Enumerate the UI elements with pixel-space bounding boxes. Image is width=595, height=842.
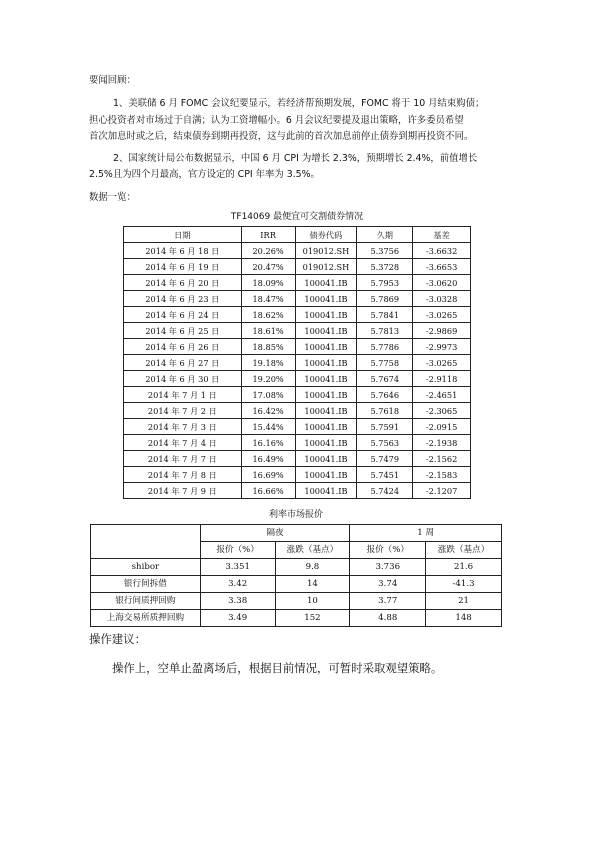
table-row — [124, 259, 471, 275]
duration-cell: 5.7591 — [357, 419, 413, 435]
table2-title: 利率市场报价 — [268, 510, 323, 520]
duration-cell: 5.7674 — [357, 371, 413, 387]
cheapest-deliverable-bond-table — [123, 226, 471, 499]
basis-cell: -3.6632 — [413, 243, 471, 259]
rate-name-cell: 银行间拆借 — [91, 576, 201, 593]
overnight-change-cell: 9.8 — [275, 559, 350, 576]
date-cell: 2014 年 6 月 26 日 — [124, 339, 242, 355]
bond-code-cell: 100041.IB — [295, 371, 357, 387]
week-change-cell: 148 — [426, 610, 502, 627]
table-row — [91, 576, 502, 593]
review-item-1-line-1: 1、美联储 6 月 FOMC 会议纪要显示，若经济帮预期发展，FOMC 将于 10 月结束购债； — [113, 98, 485, 109]
duration-cell: 5.7424 — [357, 483, 413, 499]
overnight-quote-cell: 3.38 — [200, 593, 275, 610]
table1-title: TF14069 最便宜可交割债券情况 — [230, 212, 364, 222]
duration-cell: 5.7618 — [357, 403, 413, 419]
duration-cell: 5.3756 — [357, 243, 413, 259]
basis-cell: -3.0620 — [413, 275, 471, 291]
table-row — [124, 403, 471, 419]
rate-name-cell: 上海交易所质押回购 — [91, 610, 201, 627]
basis-cell: -3.0265 — [413, 307, 471, 323]
review-item-1-line-2: 担心投资者对市场过于自满；认为工资增幅小。6 月会议纪要提及退出策略，许多委员希望 — [89, 115, 464, 126]
irr-cell: 18.62% — [241, 307, 295, 323]
basis-cell: -3.0265 — [413, 355, 471, 371]
bond-code-cell: 100041.IB — [295, 291, 357, 307]
irr-cell: 16.42% — [241, 403, 295, 419]
week-change-cell: -41.3 — [426, 576, 502, 593]
duration-cell: 5.7479 — [357, 451, 413, 467]
table-row — [124, 275, 471, 291]
review-item-2-line-2: 2.5%且为四个月最高，官方设定的 CPI 年率为 3.5%。 — [89, 169, 320, 180]
overnight-quote-cell: 3.351 — [200, 559, 275, 576]
date-cell: 2014 年 6 月 20 日 — [124, 275, 242, 291]
table2-sub-header-quote: 报价（%） — [200, 542, 275, 559]
basis-cell: -2.1583 — [413, 467, 471, 483]
overnight-quote-cell: 3.49 — [200, 610, 275, 627]
table2-corner-cell — [91, 525, 201, 559]
basis-cell: -3.6653 — [413, 259, 471, 275]
bond-code-cell: 100041.IB — [295, 451, 357, 467]
table-row — [124, 467, 471, 483]
irr-cell: 16.49% — [241, 451, 295, 467]
duration-cell: 5.7451 — [357, 467, 413, 483]
duration-cell: 5.7869 — [357, 291, 413, 307]
bond-code-cell: 100041.IB — [295, 419, 357, 435]
bond-code-cell: 100041.IB — [295, 323, 357, 339]
advice-text: 操作上，空单止盈离场后，根据目前情况，可暂时采取观望策略。 — [112, 661, 443, 675]
week-change-cell: 21.6 — [426, 559, 502, 576]
date-cell: 2014 年 6 月 24 日 — [124, 307, 242, 323]
date-cell: 2014 年 7 月 9 日 — [124, 483, 242, 499]
date-cell: 2014 年 7 月 2 日 — [124, 403, 242, 419]
table1-header-row — [124, 227, 471, 243]
irr-cell: 18.85% — [241, 339, 295, 355]
overnight-quote-cell: 3.42 — [200, 576, 275, 593]
date-cell: 2014 年 7 月 3 日 — [124, 419, 242, 435]
bond-code-cell: 100041.IB — [295, 355, 357, 371]
bond-code-cell: 100041.IB — [295, 275, 357, 291]
basis-cell: -2.4651 — [413, 387, 471, 403]
duration-cell: 5.7646 — [357, 387, 413, 403]
irr-cell: 17.08% — [241, 387, 295, 403]
rate-market-quote-table — [90, 524, 502, 627]
overnight-change-cell: 14 — [275, 576, 350, 593]
basis-cell: -2.1207 — [413, 483, 471, 499]
table1-header-basis: 基差 — [413, 227, 471, 243]
table1-header-irr: IRR — [241, 227, 295, 243]
date-cell: 2014 年 7 月 4 日 — [124, 435, 242, 451]
duration-cell: 5.7758 — [357, 355, 413, 371]
data-heading: 数据一览： — [89, 192, 136, 203]
basis-cell: -3.0328 — [413, 291, 471, 307]
irr-cell: 18.61% — [241, 323, 295, 339]
advice-heading: 操作建议： — [89, 632, 146, 646]
table-row — [91, 593, 502, 610]
date-cell: 2014 年 6 月 27 日 — [124, 355, 242, 371]
table-row — [124, 419, 471, 435]
table-row — [124, 243, 471, 259]
basis-cell: -2.3065 — [413, 403, 471, 419]
date-cell: 2014 年 7 月 8 日 — [124, 467, 242, 483]
irr-cell: 20.47% — [241, 259, 295, 275]
irr-cell: 18.09% — [241, 275, 295, 291]
table2-sub-header-quote: 报价（%） — [350, 542, 426, 559]
duration-cell: 5.7813 — [357, 323, 413, 339]
bond-code-cell: 100041.IB — [295, 403, 357, 419]
table1-header-duration: 久期 — [357, 227, 413, 243]
table-row — [124, 451, 471, 467]
duration-cell: 5.3728 — [357, 259, 413, 275]
table2-sub-header-change: 涨跌（基点） — [426, 542, 502, 559]
duration-cell: 5.7563 — [357, 435, 413, 451]
irr-cell: 19.18% — [241, 355, 295, 371]
table-row — [124, 323, 471, 339]
date-cell: 2014 年 6 月 30 日 — [124, 371, 242, 387]
week-change-cell: 21 — [426, 593, 502, 610]
irr-cell: 18.47% — [241, 291, 295, 307]
table-row — [91, 610, 502, 627]
date-cell: 2014 年 7 月 7 日 — [124, 451, 242, 467]
irr-cell: 19.20% — [241, 371, 295, 387]
table2-group-header-row — [91, 525, 502, 542]
basis-cell: -2.1562 — [413, 451, 471, 467]
overnight-change-cell: 10 — [275, 593, 350, 610]
bond-code-cell: 100041.IB — [295, 467, 357, 483]
bond-code-cell: 100041.IB — [295, 307, 357, 323]
table-row — [124, 483, 471, 499]
table-row — [124, 355, 471, 371]
duration-cell: 5.7841 — [357, 307, 413, 323]
duration-cell: 5.7953 — [357, 275, 413, 291]
rate-name-cell: shibor — [91, 559, 201, 576]
date-cell: 2014 年 6 月 23 日 — [124, 291, 242, 307]
bond-code-cell: 100041.IB — [295, 483, 357, 499]
bond-code-cell: 100041.IB — [295, 387, 357, 403]
basis-cell: -2.1938 — [413, 435, 471, 451]
irr-cell: 20.26% — [241, 243, 295, 259]
bond-code-cell: 019012.SH — [295, 243, 357, 259]
table-row — [91, 559, 502, 576]
table2-group-one-week: 1 周 — [350, 525, 502, 542]
table-row — [124, 371, 471, 387]
bond-code-cell: 019012.SH — [295, 259, 357, 275]
week-quote-cell: 3.736 — [350, 559, 426, 576]
basis-cell: -2.9869 — [413, 323, 471, 339]
table-row — [124, 339, 471, 355]
date-cell: 2014 年 7 月 1 日 — [124, 387, 242, 403]
rate-name-cell: 银行间质押回购 — [91, 593, 201, 610]
table2-sub-header-change: 涨跌（基点） — [275, 542, 350, 559]
table1-header-bond-code: 债券代码 — [295, 227, 357, 243]
review-heading: 要闻回顾： — [89, 75, 136, 86]
table2-group-overnight: 隔夜 — [200, 525, 350, 542]
bond-code-cell: 100041.IB — [295, 339, 357, 355]
bond-code-cell: 100041.IB — [295, 435, 357, 451]
week-quote-cell: 4.88 — [350, 610, 426, 627]
table1-header-date: 日期 — [124, 227, 242, 243]
date-cell: 2014 年 6 月 18 日 — [124, 243, 242, 259]
week-quote-cell: 3.74 — [350, 576, 426, 593]
review-item-1-line-3: 首次加息时或之后，结束债券到期再投资，这与此前的首次加息前停止债券到期再投资不同。 — [89, 131, 474, 142]
basis-cell: -2.0915 — [413, 419, 471, 435]
week-quote-cell: 3.77 — [350, 593, 426, 610]
irr-cell: 16.69% — [241, 467, 295, 483]
irr-cell: 16.16% — [241, 435, 295, 451]
date-cell: 2014 年 6 月 19 日 — [124, 259, 242, 275]
review-item-2-line-1: 2、国家统计局公布数据显示，中国 6 月 CPI 为增长 2.3%，预期增长 2.4%，前值增长 — [113, 153, 478, 164]
table-row — [124, 307, 471, 323]
basis-cell: -2.9118 — [413, 371, 471, 387]
overnight-change-cell: 152 — [275, 610, 350, 627]
irr-cell: 15.44% — [241, 419, 295, 435]
duration-cell: 5.7786 — [357, 339, 413, 355]
date-cell: 2014 年 6 月 25 日 — [124, 323, 242, 339]
basis-cell: -2.9973 — [413, 339, 471, 355]
table-row — [124, 291, 471, 307]
irr-cell: 16.66% — [241, 483, 295, 499]
table-row — [124, 435, 471, 451]
table-row — [124, 387, 471, 403]
